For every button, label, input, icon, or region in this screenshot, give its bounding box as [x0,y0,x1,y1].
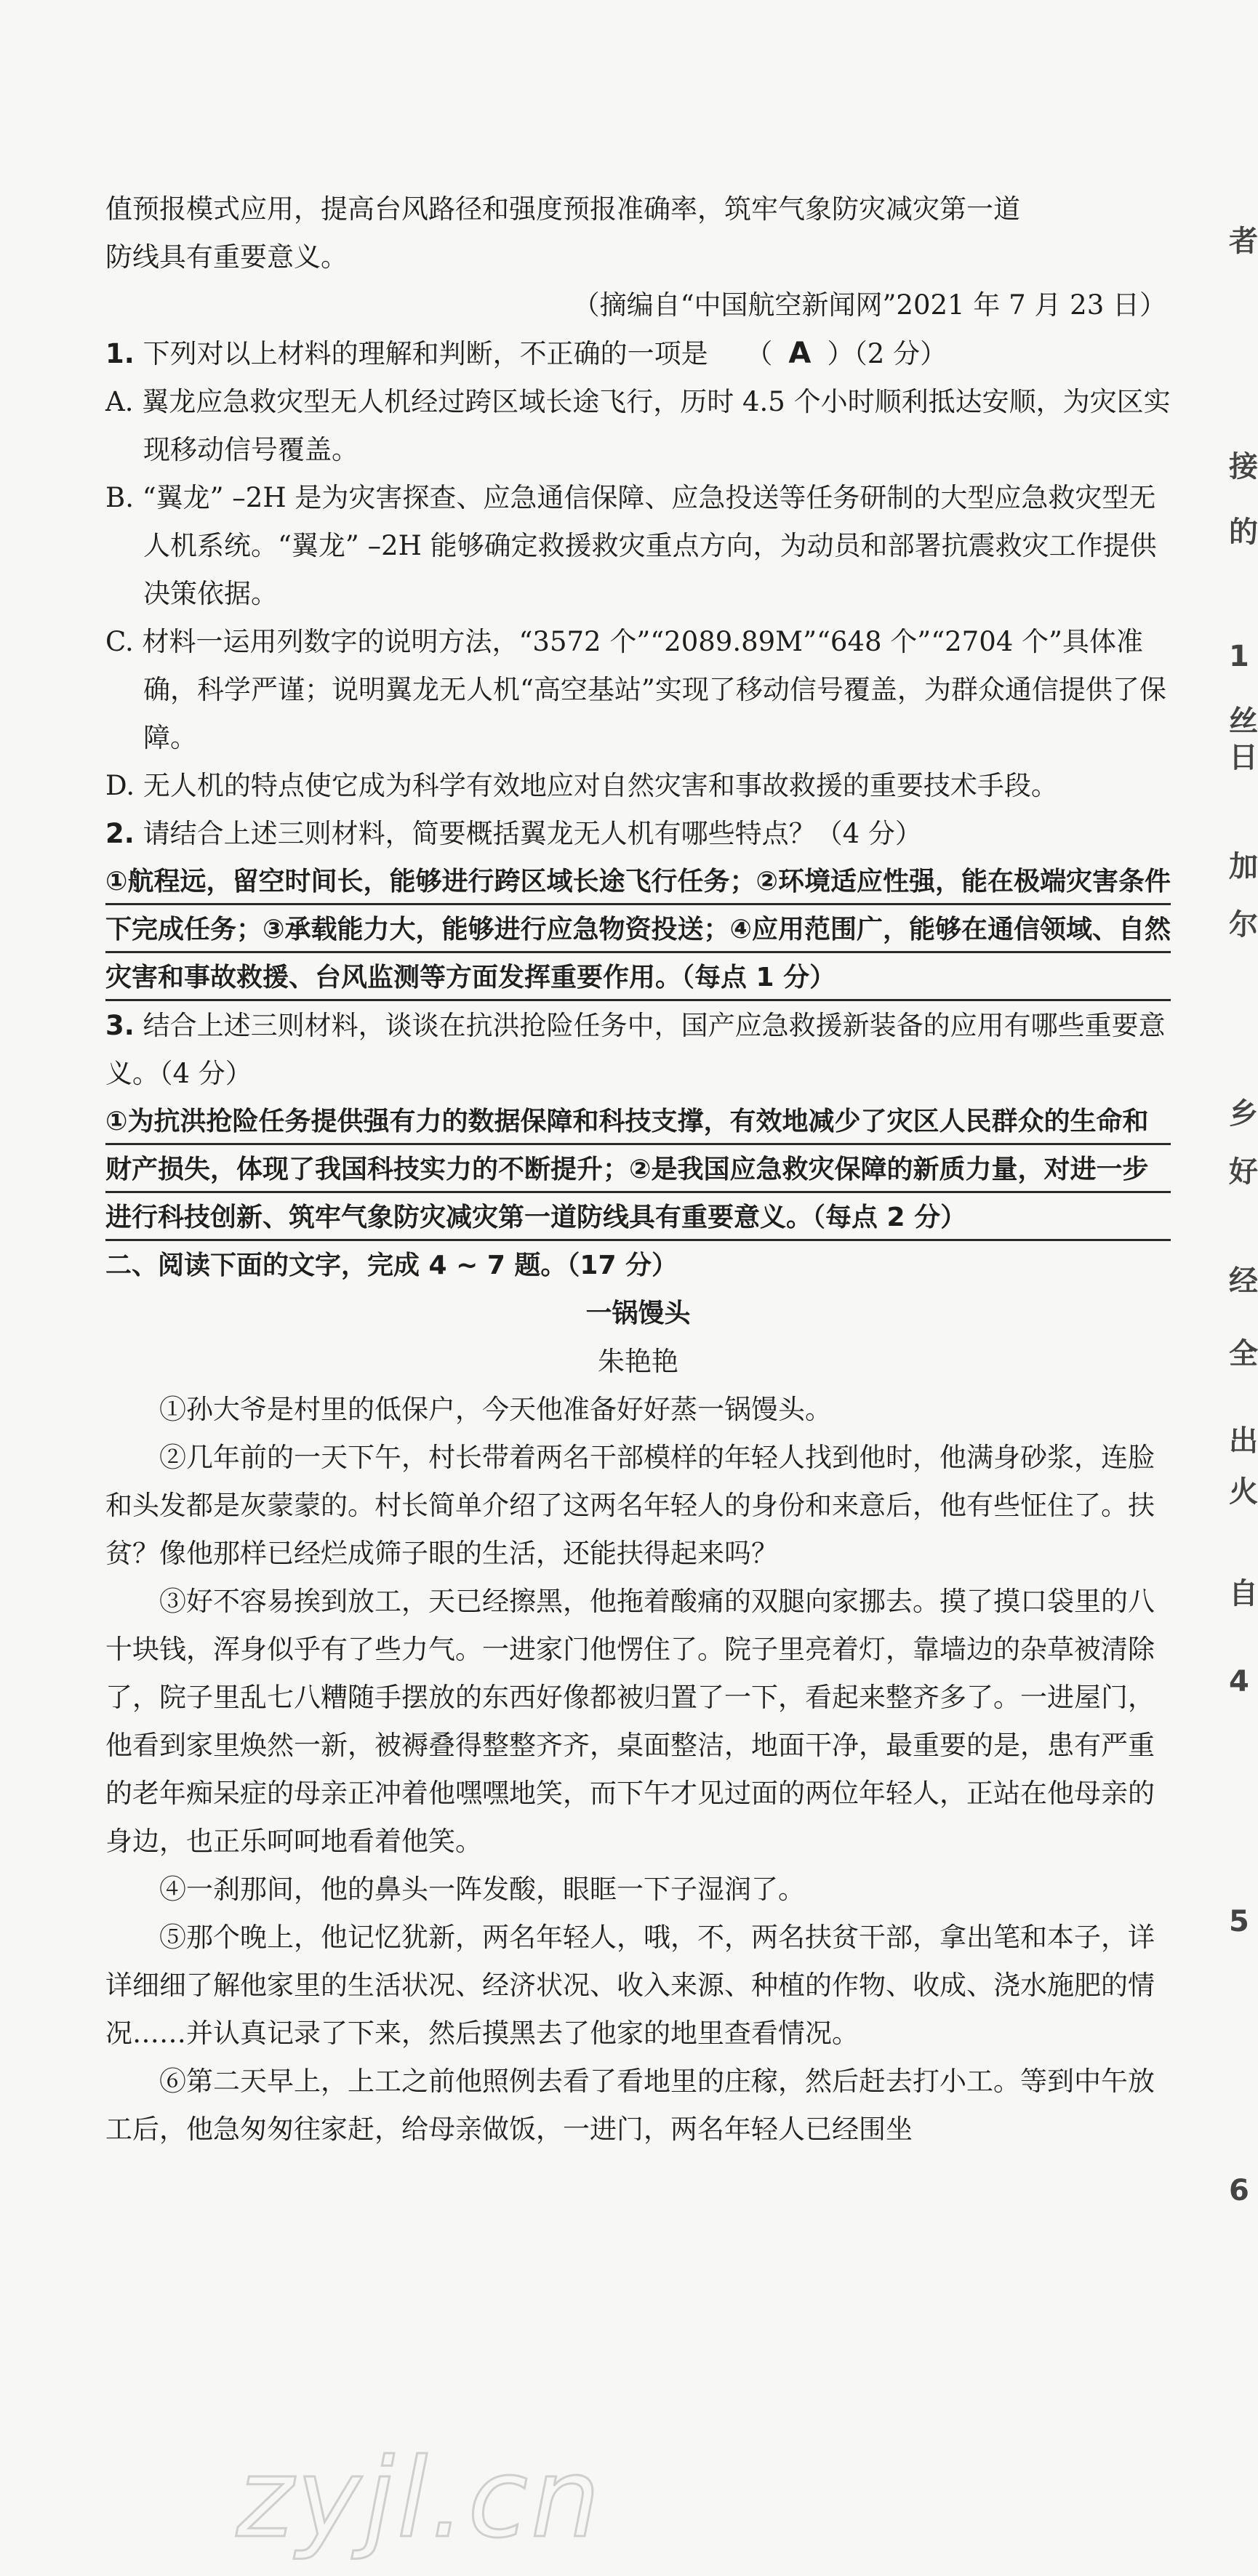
intro-line-2: 防线具有重要意义。 [105,241,348,273]
text-column [105,185,1171,2154]
question-2 [105,810,1171,858]
intro-line-1: 值预报模式应用，提高台风路径和强度预报准确率，筑牢气象防灾减灾第一道 [105,193,1020,225]
question-3-text: 结合上述三则材料，谈谈在抗洪抢险任务中，国产应急救援新装备的应用有哪些重要意义。（4 分） [105,1010,1166,1089]
edge-glyph: 的 [1229,515,1258,549]
question-1-answer-slot [745,329,947,378]
edge-glyph: 全 [1229,1337,1258,1371]
question-2-text: 请结合上述三则材料，简要概括翼龙无人机有哪些特点？（4 分） [143,818,922,849]
question-1-number: 1. [105,338,135,369]
edge-glyph: 火 [1229,1475,1258,1509]
edge-glyph: 5 [1229,1905,1249,1938]
source-citation: （摘编自“中国航空新闻网”2021 年 7 月 23 日） [572,289,1166,321]
edge-glyph: 丝 [1229,705,1258,738]
question-1 [105,329,1171,378]
edge-glyph: 经 [1229,1264,1258,1298]
question-3-answer: ①为抗洪抢险任务提供强有力的数据保障和科技支撑，有效地减少了灾区人民群众的生命和财产损失，体现了我国科技实力的不断提升；②是我国应急救灾保障的新质力量，对进一步进行科技创新、筑牢气象防灾减灾第一道防线具有重要意义。（每点 2 分） [105,1098,1171,1242]
edge-glyph: 加 [1229,850,1258,883]
edge-glyph: 乡 [1229,1097,1258,1131]
question-1-answer: A [788,337,812,370]
story-author: 朱艳艳 [598,1346,678,1377]
story-paragraph-2: ②几年前的一天下午，村长带着两名干部模样的年轻人找到他时，他满身砂浆，连脸和头发都是灰蒙蒙的。村长简单介绍了这两名年轻人的身份和来意后，他有些怔住了。扶贫？像他那样已经烂成筛子眼的生活，还能扶得起来吗？ [105,1442,1155,1569]
edge-glyph: 者 [1229,225,1258,258]
section-2-heading: 二、阅读下面的文字，完成 4 ~ 7 题。（17 分） [105,1251,678,1280]
edge-glyph: 接 [1229,450,1258,483]
story-paragraph-5: ⑤那个晚上，他记忆犹新，两名年轻人，哦，不，两名扶贫干部，拿出笔和本子，详详细细了解他家里的生活状况、经济状况、收入来源、种植的作物、收成、浇水施肥的情况……并认真记录了下来，然后摸黑去了他家的地里查看情况。 [105,1922,1155,2049]
question-2-answer: ①航程远，留空时间长，能够进行跨区域长途飞行任务；②环境适应性强，能在极端灾害条件下完成任务；③承载能力大，能够进行应急物资投送；④应用范围广，能够在通信领域、自然灾害和事故救援、台风监测等方面发挥重要作用。（每点 1 分） [105,858,1171,1002]
question-1-text: 下列对以上材料的理解和判断，不正确的一项是 [143,338,708,369]
edge-glyph: 6 [1229,2174,1249,2207]
question-1-score: ）（2 分） [827,338,947,369]
edge-glyph: 自 [1229,1577,1258,1610]
question-3-number: 3. [105,1010,135,1041]
question-3 [105,1002,1171,1098]
edge-glyph: 好 [1229,1155,1258,1189]
question-1-option-c: C. 材料一运用列数字的说明方法，“3572 个”“2089.89M”“648 个”“2704 个”具体准确，科学严谨；说明翼龙无人机“高空基站”实现了移动信号覆盖，为群众通信提供了保障。 [105,626,1166,753]
question-1-option-a: A. 翼龙应急救灾型无人机经过跨区域长途飞行，历时 4.5 个小时顺利抵达安顺，为灾区实现移动信号覆盖。 [105,386,1171,465]
edge-glyph: 1 [1229,640,1249,673]
edge-glyph: 4 [1229,1665,1249,1698]
question-1-option-b: B. “翼龙” –2H 是为灾害探查、应急通信保障、应急投送等任务研制的大型应急救灾型无人机系统。“翼龙” –2H 能够确定救援救灾重点方向，为动员和部署抗震救灾工作提供决策依据。 [105,482,1157,609]
question-1-option-d: D. 无人机的特点使它成为科学有效地应对自然灾害和事故救援的重要技术手段。 [105,770,1058,801]
question-2-number: 2. [105,818,135,849]
story-paragraph-1: ①孙大爷是村里的低保户，今天他准备好好蒸一锅馒头。 [159,1394,832,1425]
answer-paren-open: （ [745,338,773,369]
story-title: 一锅馒头 [585,1299,691,1328]
edge-glyph: 日 [1229,741,1258,774]
story-paragraph-3: ③好不容易挨到放工，天已经擦黑，他拖着酸痛的双腿向家挪去。摸了摸口袋里的八十块钱，浑身似乎有了些力气。一进家门他愣住了。院子里亮着灯，靠墙边的杂草被清除了，院子里乱七八糟随手摆放的东西好像都被归置了一下，看起来整齐多了。一进屋门，他看到家里焕然一新，被褥叠得整整齐齐，桌面整洁，地面干净，最重要的是，患有严重的老年痴呆症的母亲正冲着他嘿嘿地笑，而下午才见过面的两位年轻人，正站在他母亲的身边，也正乐呵呵地看着他笑。 [105,1586,1155,1857]
story-paragraph-4: ④一刹那间，他的鼻头一阵发酸，眼眶一下子湿润了。 [159,1874,805,1905]
edge-glyph: 尔 [1229,908,1258,942]
edge-glyph: 出 [1229,1424,1258,1458]
story-paragraph-6: ⑥第二天早上，上工之前他照例去看了看地里的庄稼，然后赶去打小工。等到中午放工后，他急匆匆往家赶，给母亲做饭，一进门，两名年轻人已经围坐 [105,2066,1155,2145]
watermark-logo: zyjl.cn [236,2436,604,2562]
